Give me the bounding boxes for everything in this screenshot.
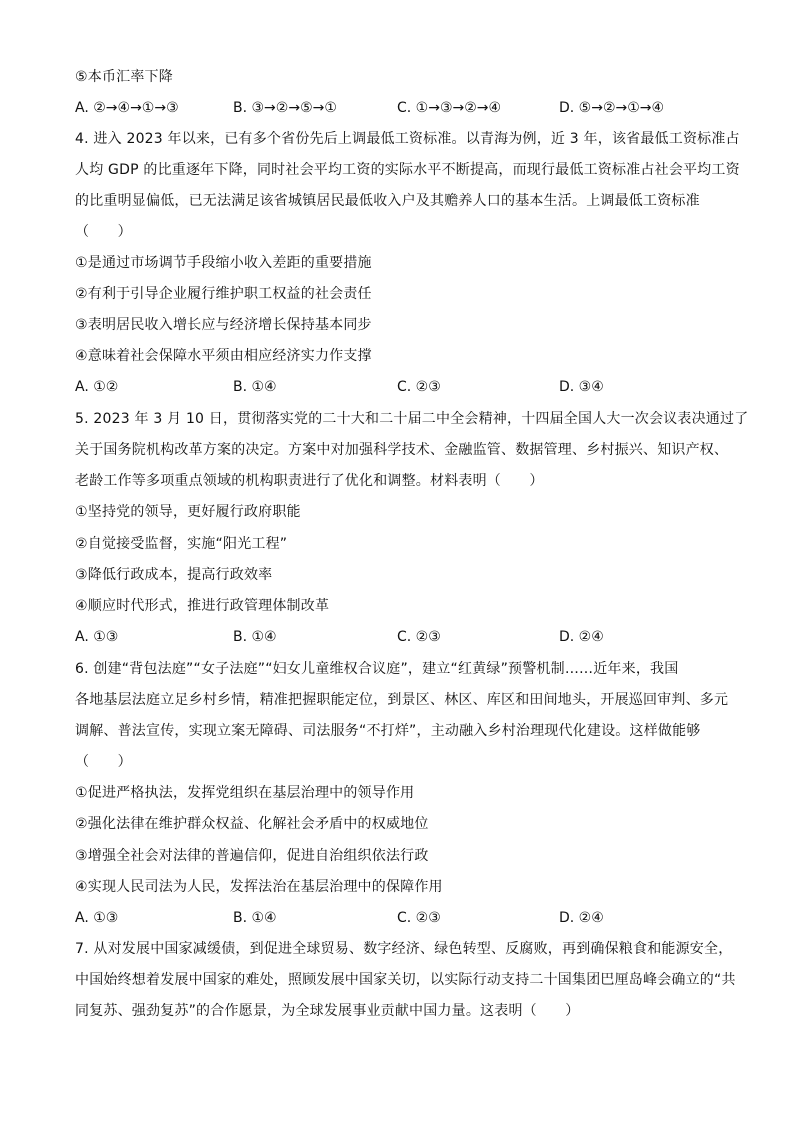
q4-answer-blank: （ ） bbox=[75, 224, 132, 240]
q5-option-a: A. ①③ bbox=[75, 629, 119, 645]
q6-stem-line: 各地基层法庭立足乡村乡情，精准把握职能定位，到景区、林区、库区和田间地头，开展巡回审判、多元 bbox=[75, 692, 729, 708]
q5-item: ④顺应时代形式，推进行政管理体制改革 bbox=[75, 598, 330, 614]
q5-option-d: D. ②④ bbox=[559, 629, 604, 645]
q4-option-c: C. ②③ bbox=[397, 379, 441, 395]
q3-option-c: C. ①→③→②→④ bbox=[397, 100, 502, 116]
q5-item: ②自觉接受监督，实施“阳光工程” bbox=[75, 536, 288, 552]
q4-stem-line: 人均 GDP 的比重逐年下降，同时社会平均工资的实际水平不断提高，而现行最低工资标准占社会平均工资 bbox=[75, 162, 740, 178]
q6-option-d: D. ②④ bbox=[559, 910, 604, 926]
q3-option-b: B. ③→②→⑤→① bbox=[233, 100, 337, 116]
q6-stem-line: 6. 创建“背包法庭”“女子法庭”“妇女儿童维权合议庭”，建立“红黄绿”预警机制……近年来，我国 bbox=[75, 661, 679, 677]
q7-stem-line: 同复苏、强劲复苏”的合作愿景，为全球发展事业贡献中国力量。这表明（ ） bbox=[75, 1003, 580, 1019]
q6-option-a: A. ①③ bbox=[75, 910, 119, 926]
q6-item: ②强化法律在维护群众权益、化解社会矛盾中的权威地位 bbox=[75, 816, 429, 832]
q5-item: ③降低行政成本，提高行政效率 bbox=[75, 567, 273, 583]
q4-item: ③表明居民收入增长应与经济增长保持基本同步 bbox=[75, 317, 372, 333]
q5-stem-line: 5. 2023 年 3 月 10 日，贯彻落实党的二十大和二十届二中全会精神，十四届全国人大一次会议表决通过了 bbox=[75, 411, 749, 427]
q3-option-d: D. ⑤→②→①→④ bbox=[559, 100, 665, 116]
q4-stem-line: 的比重明显偏低，已无法满足该省城镇居民最低收入户及其赡养人口的基本生活。上调最低工资标准 bbox=[75, 193, 700, 209]
q5-option-b: B. ①④ bbox=[233, 629, 277, 645]
q6-item: ④实现人民司法为人民，发挥法治在基层治理中的保障作用 bbox=[75, 879, 443, 895]
q5-item: ①坚持党的领导，更好履行政府职能 bbox=[75, 504, 301, 520]
q6-options bbox=[75, 909, 725, 927]
q4-item: ④意味着社会保障水平须由相应经济实力作支撑 bbox=[75, 348, 372, 364]
q3-options bbox=[75, 99, 725, 117]
q4-option-b: B. ①④ bbox=[233, 379, 277, 395]
q3-option-a: A. ②→④→①→③ bbox=[75, 100, 179, 116]
q5-stem-line: 关于国务院机构改革方案的决定。方案中对加强科学技术、金融监管、数据管理、乡村振兴、知识产权、 bbox=[75, 442, 729, 458]
q6-stem-line: 调解、普法宣传，实现立案无障碍、司法服务“不打烊”，主动融入乡村治理现代化建设。这样做能够 bbox=[75, 723, 701, 739]
q4-stem-line: 4. 进入 2023 年以来，已有多个省份先后上调最低工资标准。以青海为例，近 3 年，该省最低工资标准占 bbox=[75, 131, 740, 147]
q6-item: ①促进严格执法，发挥党组织在基层治理中的领导作用 bbox=[75, 785, 415, 801]
q4-option-a: A. ①② bbox=[75, 379, 119, 395]
q6-item: ③增强全社会对法律的普遍信仰，促进自治组织依法行政 bbox=[75, 848, 429, 864]
q4-options bbox=[75, 378, 725, 396]
q6-answer-blank: （ ） bbox=[75, 754, 132, 770]
q5-options bbox=[75, 628, 725, 646]
q7-stem-line: 7. 从对发展中国家减缓债，到促进全球贸易、数字经济、绿色转型、反腐败，再到确保粮食和能源安全， bbox=[75, 941, 733, 957]
q5-stem-line: 老龄工作等多项重点领域的机构职责进行了优化和调整。材料表明（ ） bbox=[75, 473, 544, 489]
q6-option-c: C. ②③ bbox=[397, 910, 441, 926]
q7-stem-line: 中国始终想着发展中国家的难处，照顾发展中国家关切，以实际行动支持二十国集团巴厘岛峰会确立的“共 bbox=[75, 972, 736, 988]
q5-option-c: C. ②③ bbox=[397, 629, 441, 645]
q4-item: ②有利于引导企业履行维护职工权益的社会责任 bbox=[75, 286, 372, 302]
q3-item-5: ⑤本币汇率下降 bbox=[75, 69, 173, 85]
q4-item: ①是通过市场调节手段缩小收入差距的重要措施 bbox=[75, 255, 372, 271]
q4-option-d: D. ③④ bbox=[559, 379, 604, 395]
q6-option-b: B. ①④ bbox=[233, 910, 277, 926]
